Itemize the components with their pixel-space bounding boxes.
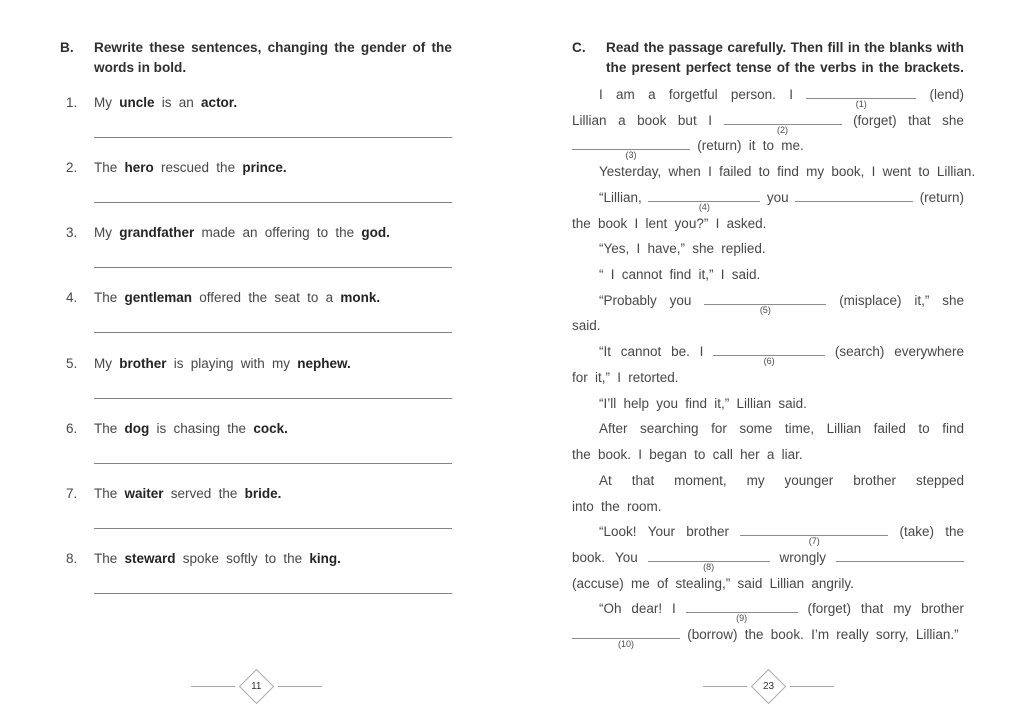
sentence-text: is playing with my: [166, 355, 298, 371]
word: find: [942, 421, 964, 437]
blank-number: (10): [617, 639, 634, 650]
word: “Look!: [599, 524, 637, 540]
exercise-c-instructions: [606, 38, 964, 77]
item-number: 1.: [66, 95, 78, 110]
word: After: [599, 421, 628, 437]
passage-text: into the room.: [572, 498, 662, 514]
passage-text: “Yes, I have,” she replied.: [599, 241, 766, 257]
word: perfect: [685, 59, 732, 75]
right-page-footer: [572, 674, 964, 699]
word: these: [149, 40, 185, 55]
word: she: [942, 292, 964, 308]
fill-in-blank: [795, 188, 913, 202]
word: younger: [784, 472, 834, 488]
bold-word: hero: [124, 160, 154, 176]
passage-line: [572, 571, 964, 597]
word: everywhere: [894, 344, 964, 360]
word: the: [864, 40, 885, 55]
word: Then: [790, 40, 824, 55]
answer-line: [94, 593, 452, 594]
passage-line: [572, 108, 964, 134]
word: You: [614, 549, 638, 565]
item-number: 6.: [66, 420, 78, 436]
exercise-b-instructions: [94, 38, 452, 77]
page-number: 11: [250, 680, 262, 692]
blank-number: (5): [759, 304, 771, 315]
exercise-b-items: [60, 94, 452, 615]
fill-in-blank: [572, 136, 690, 161]
word: the: [794, 59, 816, 75]
left-page-footer: [60, 674, 452, 699]
word: that: [908, 112, 931, 128]
page-number-diamond: [238, 669, 273, 704]
fill-in-blank: [740, 522, 888, 547]
sentence-text: is an: [154, 95, 202, 110]
passage-text: “I’ll help you find it,” Lillian said.: [599, 395, 807, 411]
right-page: [572, 30, 976, 694]
answer-line: [94, 463, 452, 464]
word: (forget): [853, 112, 897, 128]
word: brother: [686, 524, 730, 540]
blank-number: (9): [736, 613, 748, 624]
bold-word: brother: [119, 355, 167, 371]
bold-word: uncle: [119, 95, 155, 110]
word: Lillian: [572, 112, 607, 128]
bold-word: cock.: [253, 420, 288, 436]
word: passage: [668, 40, 723, 55]
blank-number: (8): [703, 561, 715, 572]
word: the: [945, 524, 964, 540]
item-sentence: [94, 159, 452, 176]
bold-word: actor.: [201, 95, 238, 110]
fill-in-blank: [648, 548, 770, 572]
exercise-item: [60, 224, 452, 289]
word: the: [334, 40, 355, 55]
word: of: [412, 40, 426, 55]
sentence-text: offered the seat to a: [192, 290, 341, 306]
word: fill: [827, 40, 844, 55]
passage-text: “ I cannot find it,” I said.: [599, 267, 761, 283]
passage-line: [572, 185, 964, 211]
exercise-item: [60, 159, 452, 224]
fill-in-blank: [648, 188, 760, 212]
word: stepped: [915, 472, 964, 488]
passage-line: [572, 262, 964, 288]
item-number: 2.: [66, 160, 78, 176]
word: the: [878, 59, 900, 75]
passage-line: [572, 494, 964, 520]
word: book.: [572, 549, 606, 565]
sentence-text: My: [94, 95, 120, 110]
word: to: [918, 421, 930, 437]
blank-number: (6): [763, 356, 775, 367]
blank-number: (4): [698, 201, 710, 212]
sentence-text: My: [94, 225, 120, 241]
bold-word: monk.: [340, 290, 381, 306]
exercise-item: [60, 355, 452, 420]
passage-line: [572, 288, 964, 314]
heading-line: [606, 38, 964, 58]
fill-in-blank: [713, 342, 825, 367]
passage-line: [572, 133, 964, 159]
word: Your: [647, 524, 676, 540]
word: failed: [873, 421, 906, 437]
word: Read: [606, 40, 640, 55]
word: At: [599, 472, 612, 488]
answer-line: [94, 398, 452, 399]
bold-word: bride.: [244, 485, 282, 501]
item-sentence: [94, 485, 452, 502]
bold-word: prince.: [242, 160, 287, 176]
word: Lillian: [826, 421, 862, 437]
word: gender: [360, 40, 407, 55]
heading-line: [94, 38, 452, 58]
passage-line: [572, 622, 964, 648]
word: it,”: [914, 292, 930, 308]
word: for: [711, 421, 727, 437]
item-sentence: [94, 550, 452, 567]
word: brother: [921, 601, 964, 617]
exercise-item: [60, 289, 452, 354]
answer-line: [94, 267, 452, 268]
footer-rule-right: [790, 686, 834, 687]
passage-line: [572, 416, 964, 442]
footer-rule-right: [278, 686, 322, 687]
word: (take): [899, 524, 934, 540]
sentence-text: The: [94, 160, 125, 176]
sentence-text: made an offering to the: [194, 225, 362, 241]
word: searching: [640, 421, 699, 437]
word: wrongly: [779, 549, 827, 565]
sentence-text: is chasing the: [149, 420, 254, 436]
word: that: [631, 472, 655, 488]
passage-text: said.: [572, 318, 601, 334]
passage-line: [572, 596, 964, 622]
passage-text: Yesterday, when I failed to find my book, I went to Lillian.: [599, 164, 976, 180]
word: you: [766, 189, 789, 205]
word: cannot: [620, 344, 662, 360]
bold-word: god.: [361, 225, 390, 241]
fill-in-blank: [806, 85, 916, 109]
word: present: [631, 59, 681, 75]
word: in: [847, 40, 860, 55]
answer-line: [94, 332, 452, 333]
page-number: 23: [762, 681, 774, 692]
item-sentence: [94, 289, 452, 306]
passage-line: [572, 442, 964, 468]
word: person.: [730, 87, 776, 102]
word: Rewrite: [94, 40, 144, 55]
sentence-text: The: [94, 485, 125, 501]
passage-line: [572, 391, 964, 417]
word: brother: [853, 472, 897, 488]
word: (misplace): [839, 292, 902, 308]
item-number: 7.: [66, 485, 78, 501]
word: the: [431, 40, 452, 55]
blank-number: (1): [855, 99, 867, 109]
word: some: [739, 421, 773, 437]
word: but: [677, 112, 697, 128]
bold-word: steward: [124, 550, 176, 566]
answer-line: [94, 137, 452, 138]
item-number: 4.: [66, 290, 78, 306]
word: in: [861, 59, 874, 75]
word: forgetful: [668, 87, 718, 102]
word: I: [708, 112, 712, 128]
word: you: [669, 292, 692, 308]
sentence-text: The: [94, 290, 125, 306]
word: dear!: [631, 601, 663, 617]
sentence-text: spoke softly to the: [175, 550, 310, 566]
word: that: [860, 601, 884, 617]
word: “It: [599, 344, 611, 360]
footer-rule-left: [191, 686, 235, 687]
word: book: [637, 112, 667, 128]
bold-word: waiter: [124, 485, 164, 501]
passage-line: [572, 339, 964, 365]
sentence-text: The: [94, 420, 125, 436]
passage-text: the book I lent you?” I asked.: [572, 215, 767, 231]
word: she: [942, 112, 964, 128]
item-number: 3.: [66, 225, 78, 241]
sentence-text: My: [94, 355, 120, 371]
section-label-c: C.: [572, 40, 586, 55]
word: the: [643, 40, 665, 55]
word: sentences,: [191, 40, 262, 55]
word: with: [936, 40, 964, 55]
exercise-item: [60, 420, 452, 485]
word: I: [789, 87, 793, 102]
passage-line: [572, 211, 964, 237]
word: verbs: [820, 59, 857, 75]
answer-line: [94, 528, 452, 529]
passage-text: the book. I began to call her a liar.: [572, 447, 803, 463]
word: a: [618, 112, 626, 128]
blank-number: (2): [777, 124, 789, 135]
passage-line: [572, 545, 964, 571]
item-sentence: [94, 224, 452, 241]
sentence-text: served the: [163, 485, 245, 501]
bold-word: grandfather: [119, 225, 195, 241]
word: (forget): [807, 601, 852, 617]
word: of: [776, 59, 790, 75]
answer-line: [94, 202, 452, 203]
exercise-item: [60, 550, 452, 615]
heading-line: words in bold.: [94, 59, 187, 75]
sentence-text: rescued the: [153, 160, 243, 176]
exercise-c-passage: [572, 82, 976, 650]
passage-line: [572, 468, 964, 494]
item-sentence: [94, 355, 452, 372]
passage-line: [572, 159, 976, 185]
item-sentence: [94, 420, 452, 437]
fill-in-blank: [704, 291, 826, 315]
word: “Probably: [599, 292, 657, 308]
bold-word: king.: [309, 550, 341, 566]
item-number: 8.: [66, 550, 78, 566]
exercise-c-header: [572, 38, 964, 77]
exercise-item: [60, 94, 452, 159]
word: “Lillian,: [599, 189, 642, 205]
word: brackets.: [904, 59, 964, 75]
left-page: [60, 30, 452, 694]
word: blanks: [889, 40, 933, 55]
blank-number: (7): [808, 536, 820, 547]
item-number: 5.: [66, 355, 78, 371]
bold-word: dog: [124, 420, 150, 436]
word: changing: [267, 40, 329, 55]
exercise-item: [60, 485, 452, 550]
fill-in-blank: [572, 625, 680, 650]
section-label-b: B.: [60, 40, 74, 55]
word: I: [672, 601, 676, 617]
passage-line: [572, 313, 964, 339]
word: I: [699, 344, 704, 360]
passage-text: (return) it to me.: [697, 138, 804, 154]
word: carefully.: [727, 40, 787, 55]
bold-word: gentleman: [124, 290, 193, 306]
passage-line: [572, 365, 964, 391]
passage-line: [572, 82, 964, 108]
word: be.: [671, 344, 690, 360]
word: (lend): [929, 87, 964, 102]
heading-line: [606, 58, 964, 78]
fill-in-blank: [724, 111, 842, 135]
word: time,: [784, 421, 815, 437]
passage-text: (accuse) me of stealing,” said Lillian angrily.: [572, 575, 854, 591]
fill-in-blank: [836, 548, 964, 562]
word: (search): [834, 344, 885, 360]
bold-word: nephew.: [297, 355, 351, 371]
passage-text: for it,” I retorted.: [572, 369, 679, 385]
word: the: [606, 59, 627, 75]
blank-number: (3): [625, 150, 637, 161]
word: (return): [919, 189, 964, 205]
exercise-b-header: [60, 38, 452, 77]
item-sentence: [94, 94, 452, 111]
passage-text: (borrow) the book. I’m really sorry, Lillian.”: [687, 627, 959, 643]
word: my: [746, 472, 765, 488]
passage-line: [572, 519, 964, 545]
word: am: [616, 87, 635, 102]
word: tense: [736, 59, 772, 75]
word: I: [599, 87, 603, 102]
footer-rule-left: [703, 686, 747, 687]
word: my: [893, 601, 912, 617]
passage-line: [572, 236, 964, 262]
fill-in-blank: [686, 599, 798, 624]
page-number-diamond: [750, 669, 785, 704]
word: a: [648, 87, 656, 102]
word: “Oh: [599, 601, 622, 617]
sentence-text: The: [94, 550, 125, 566]
word: moment,: [674, 472, 727, 488]
